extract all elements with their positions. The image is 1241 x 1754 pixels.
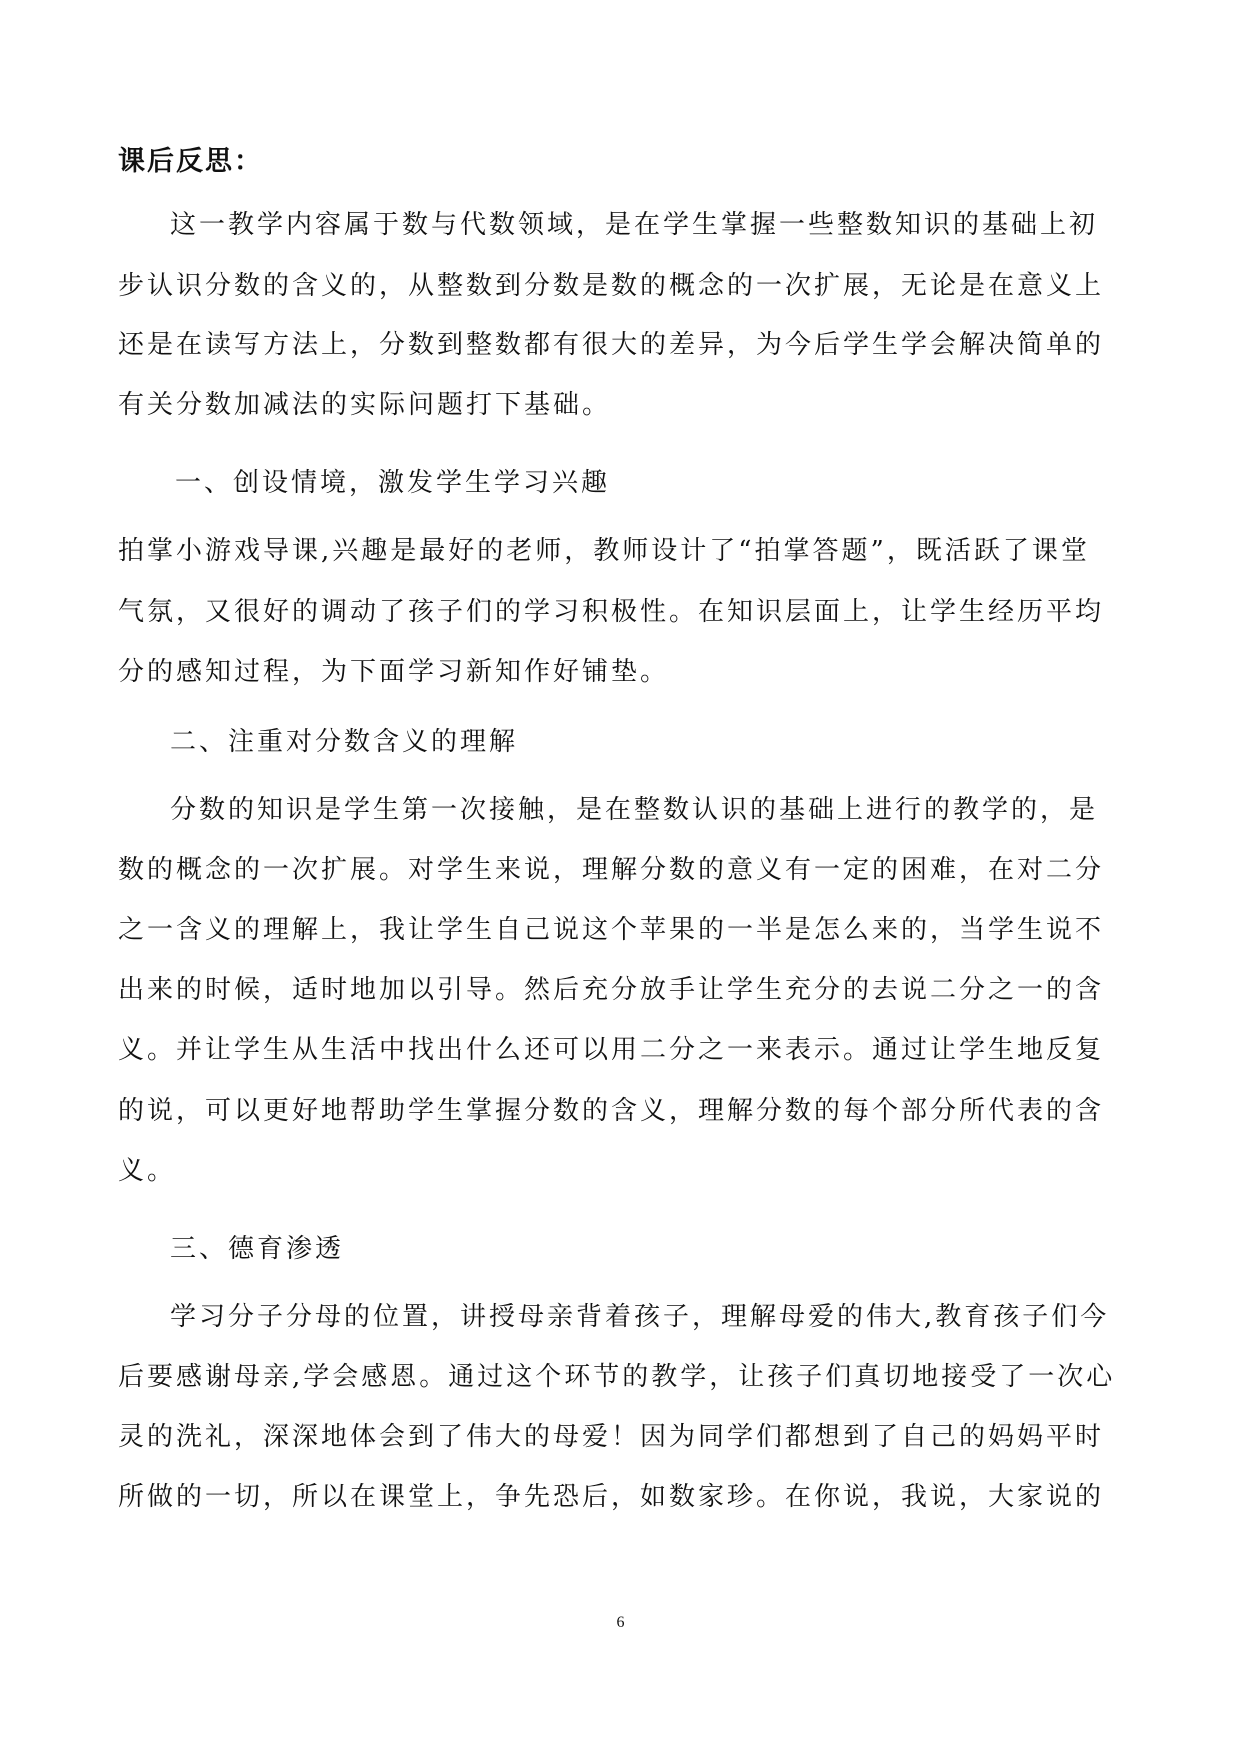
paragraph-line: 这一教学内容属于数与代数领域，是在学生掌握一些整数知识的基础上初 [170,210,1099,240]
paragraph-line: 有关分数加减法的实际问题打下基础。 [118,390,612,420]
subheading-3: 三、德育渗透 [170,1234,345,1264]
paragraph-line: 分的感知过程，为下面学习新知作好铺垫。 [118,657,670,687]
paragraph-line: 出来的时候，适时地加以引导。然后充分放手让学生充分的去说二分之一的含 [118,975,1105,1005]
section-heading: 课后反思： [118,146,263,177]
paragraph-line: 学习分子分母的位置，讲授母亲背着孩子，理解母爱的伟大,教育孩子们今 [170,1302,1110,1332]
paragraph-line: 后要感谢母亲,学会感恩。通过这个环节的教学，让孩子们真切地接受了一次心 [118,1362,1116,1392]
paragraph-line: 的说，可以更好地帮助学生掌握分数的含义，理解分数的每个部分所代表的含 [118,1096,1105,1126]
paragraph-line: 之一含义的理解上，我让学生自己说这个苹果的一半是怎么来的，当学生说不 [118,915,1105,945]
paragraph-line: 灵的洗礼，深深地体会到了伟大的母爱！因为同学们都想到了自己的妈妈平时 [118,1422,1105,1452]
page-number: 6 [616,1614,625,1631]
paragraph-line: 还是在读写方法上，分数到整数都有很大的差异，为今后学生学会解决简单的 [118,330,1105,360]
paragraph-line: 义。 [118,1156,177,1186]
paragraph-line: 所做的一切，所以在课堂上，争先恐后，如数家珍。在你说，我说，大家说的 [118,1482,1105,1512]
paragraph-line: 义。并让学生从生活中找出什么还可以用二分之一来表示。通过让学生地反复 [118,1035,1105,1065]
subheading-2: 二、注重对分数含义的理解 [170,727,519,757]
paragraph-line: 步认识分数的含义的，从整数到分数是数的概念的一次扩展，无论是在意义上 [118,271,1105,301]
paragraph-line: 分数的知识是学生第一次接触，是在整数认识的基础上进行的教学的，是 [170,795,1099,825]
paragraph-line: 气氛，又很好的调动了孩子们的学习积极性。在知识层面上，让学生经历平均 [118,597,1105,627]
paragraph-line: 拍掌小游戏导课,兴趣是最好的老师，教师设计了“拍掌答题”，既活跃了课堂 [118,536,1090,566]
subheading-1: 一、创设情境，激发学生学习兴趣 [175,468,611,498]
paragraph-line: 数的概念的一次扩展。对学生来说，理解分数的意义有一定的困难，在对二分 [118,855,1105,885]
